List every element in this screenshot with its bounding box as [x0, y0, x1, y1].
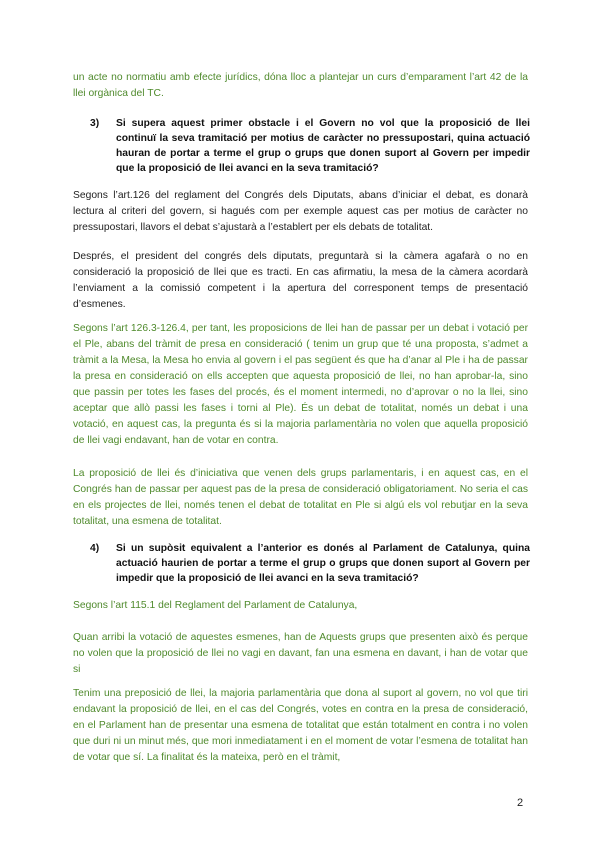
- page-number: 2: [517, 797, 524, 809]
- question-4-number: 4): [90, 543, 100, 554]
- paragraph-art126: Segons l’art.126 del reglament del Congrés dels Diputats, abans d’iniciar el debat, es donarà lectura al criteri del govern, si hagués com per exemple aquest cas per motius de caràcter no pressupostari, llavors el debat s’ajustarà a l’establert per els debats de totalitat.: [73, 190, 528, 233]
- paragraph-tenim: Tenim una preposició de llei, la majoria parlamentària que dona al suport al govern, no vol que tiri endavant la proposició de llei, en el cas del Congrés, votes en contra en la presa de consideració, en el Parlament han de presentar una esmena de totalitat que están totalment en contra i no volen que duri ni un minut més, que mori inmediatament i en el moment de votar l’esmena de totalitat han de votar que sí. La finalitat és la mateixa, però en el tràmit,: [73, 688, 528, 763]
- paragraph-intro: un acte no normatiu amb efecte jurídics, dóna lloc a plantejar un curs d’emparament l’art 42 de la llei orgànica del TC.: [73, 72, 528, 99]
- paragraph-despres: Després, el president del congrés dels diputats, preguntarà si la càmera agafarà o no en consideració la proposició de llei que es tracti. En cas afirmatiu, la mesa de la càmera acordarà l’enviament a la comissió competent i la apertura del corresponent temps de presentació d’esmenes.: [73, 251, 528, 310]
- paragraph-art115: Segons l’art 115.1 del Reglament del Parlament de Catalunya,: [73, 600, 358, 611]
- question-4-text: Si un supòsit equivalent a l’anterior es donés al Parlament de Catalunya, quina actuació haurien de portar a terme el grup o grups que donen suport al Govern per impedir que la proposició de llei avanci en la seva tramitació?: [116, 543, 530, 584]
- question-3: [90, 116, 530, 176]
- question-4: [90, 541, 530, 586]
- question-3-text: Si supera aquest primer obstacle i el Govern no vol que la proposició de llei continuï la seva tramitació per motius de caràcter no pressupostari, quina actuació hauran de portar a terme el grup o grups que donen suport al Govern per impedir que la proposició de llei avanci en la seva tramitació?: [116, 118, 530, 174]
- paragraph-art126-3: Segons l’art 126.3-126.4, per tant, les proposicions de llei han de passar per un debat i votació per el Ple, abans del tràmit de presa en consideració ( tenim un grup que té una proposta, s’admet a tràmit a la Mesa, la Mesa ho envia al govern i el pas següent és que ha d’anar al Ple i ha de passar la presa en consideració on ells accepten que aquesta proposició de llei, no han aprobar-la, sino que passin per totes les fases del procés, és el moment intermedi, no d’aprovar o no la llei, sino aceptar que allò passi les fases i torni al Ple). És un debat de totalitat, només un debat i una votació, en aquest cas, la pregunta és si la majoria parlamentària no volen que aquella proposició de llei vagi endavant, han de votar en contra.: [73, 323, 528, 446]
- question-3-number: 3): [90, 118, 100, 129]
- paragraph-quan: Quan arribi la votació de aquestes esmenes, han de Aquests grups que presenten això és perque no volen que la proposició de llei no vagi en davant, fan una esmena en davant, i han de votar que si: [73, 632, 528, 675]
- paragraph-iniciativa: La proposició de llei és d’iniciativa que venen dels grups parlamentaris, i en aquest cas, en el Congrés han de passar per aquest pas de la presa de consideració obligatoriament. No seria el cas en els projectes de llei, només tenen el debat de totalitat en Ple si algú els vol rebutjar en la seva totalitat, una esmena de totalitat.: [73, 468, 528, 527]
